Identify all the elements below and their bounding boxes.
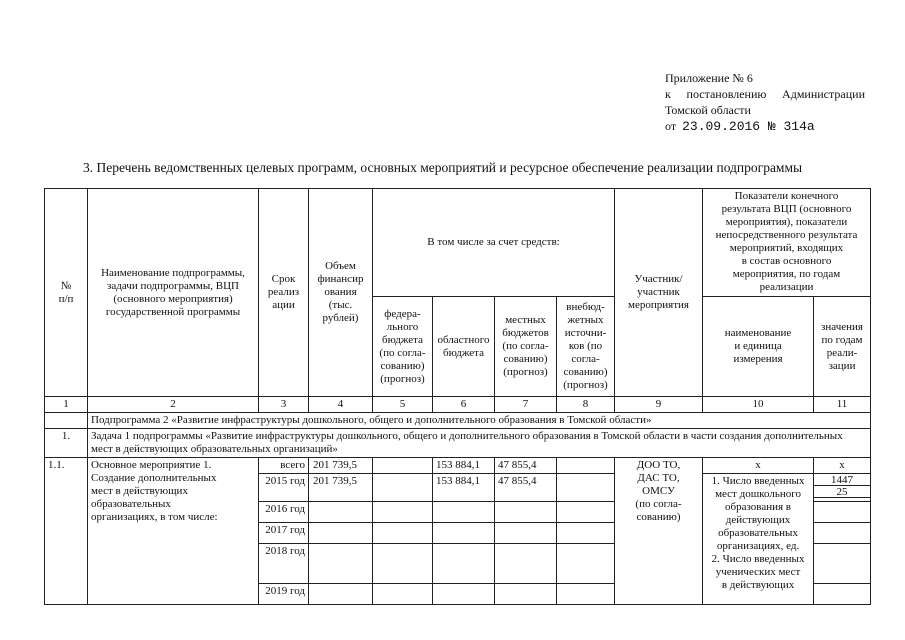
- local-cell: [495, 544, 557, 584]
- indicator-value: 25: [814, 486, 870, 498]
- col-number: 7: [495, 397, 557, 413]
- federal-cell: [373, 474, 433, 502]
- local-cell: [495, 584, 557, 605]
- indicator-description: 1. Число введенных мест дошкольного образования в действующих образовательных организациях, ед. 2. Число введенных ученических мест в действующих: [703, 474, 814, 605]
- volume-cell: [309, 523, 373, 544]
- appendix-to: к: [665, 87, 671, 101]
- indicator-value-empty: [814, 544, 871, 584]
- local-cell: [495, 502, 557, 523]
- federal-cell: [373, 523, 433, 544]
- volume-cell: 201 739,5: [309, 474, 373, 502]
- header-participant: Участник/ участник мероприятия: [615, 189, 703, 397]
- term-cell: 2016 год: [259, 502, 309, 523]
- col-number: 6: [433, 397, 495, 413]
- header-including: В том числе за счет средств:: [373, 189, 615, 297]
- appendix-resolution-line: [665, 86, 865, 102]
- subprogram-title: Подпрограмма 2 «Развитие инфраструктуры дошкольного, общего и дополнительного образования в Томской области»: [88, 413, 871, 429]
- col-number: 5: [373, 397, 433, 413]
- indicator-x-mark: x: [814, 458, 871, 474]
- extrabudget-cell: [557, 523, 615, 544]
- local-cell: [495, 523, 557, 544]
- header-federal: федера- льного бюджета (по согла- сованию) (прогноз): [373, 297, 433, 397]
- federal-cell: [373, 458, 433, 474]
- header-indicators: Показатели конечного результата ВЦП (основного мероприятия), показатели непосредственного результата мероприятий, входящих в состав основного мероприятия, по годам реализации: [703, 189, 871, 297]
- appendix-date-prefix: от: [665, 119, 677, 133]
- regional-cell: [433, 584, 495, 605]
- header-num: № п/п: [45, 189, 88, 397]
- regional-cell: 153 884,1: [433, 458, 495, 474]
- indicator-value-empty: [814, 523, 871, 544]
- local-cell: 47 855,4: [495, 474, 557, 502]
- volume-cell: 201 739,5: [309, 458, 373, 474]
- indicator-value-empty: [814, 502, 871, 523]
- regional-cell: 153 884,1: [433, 474, 495, 502]
- regional-cell: [433, 523, 495, 544]
- indicator-value: 1447: [814, 474, 870, 486]
- regional-cell: [433, 544, 495, 584]
- header-indicator-name: наименование и единица измерения: [703, 297, 814, 397]
- col-number: 1: [45, 397, 88, 413]
- col-number: 11: [814, 397, 871, 413]
- appendix-administration: Администрации: [782, 87, 865, 101]
- col-number: 8: [557, 397, 615, 413]
- volume-cell: [309, 502, 373, 523]
- task-title: Задача 1 подпрограммы «Развитие инфраструктуры дошкольного, общего и дополнительного образования в Томской области в части создания дополнительных мест в действующих образовательных организаций»: [88, 429, 871, 458]
- activity-title: Основное мероприятие 1. Создание дополнительных мест в действующих образовательных организациях, в том числе:: [88, 458, 259, 605]
- term-cell: всего: [259, 458, 309, 474]
- appendix-date-line: [665, 118, 875, 135]
- appendix-header: [665, 70, 875, 135]
- header-extrabudget: внебюд- жетных источни- ков (по согла- сованию) (прогноз): [557, 297, 615, 397]
- federal-cell: [373, 502, 433, 523]
- term-cell: 2015 год: [259, 474, 309, 502]
- extrabudget-cell: [557, 458, 615, 474]
- local-cell: 47 855,4: [495, 458, 557, 474]
- volume-cell: [309, 584, 373, 605]
- appendix-number: Приложение № 6: [665, 71, 753, 85]
- col-number: 10: [703, 397, 814, 413]
- indicator-x-mark: x: [703, 458, 814, 474]
- appendix-resolution: постановлению: [686, 87, 767, 101]
- section-title: 3. Перечень ведомственных целевых программ, основных мероприятий и ресурсное обеспечение реализации подпрограммы: [83, 160, 803, 175]
- extrabudget-cell: [557, 544, 615, 584]
- header-term: Срок реализ ации: [259, 189, 309, 397]
- col-number: 3: [259, 397, 309, 413]
- header-local: местных бюджетов (по согла- сованию) (прогноз): [495, 297, 557, 397]
- activity-num: 1.1.: [45, 458, 88, 605]
- extrabudget-cell: [557, 474, 615, 502]
- header-regional: областного бюджета: [433, 297, 495, 397]
- appendix-region: Томской области: [665, 103, 751, 117]
- extrabudget-cell: [557, 584, 615, 605]
- term-cell: 2019 год: [259, 584, 309, 605]
- volume-cell: [309, 544, 373, 584]
- task-num: 1.: [45, 429, 88, 458]
- header-volume: Объем финансир ования (тыс. рублей): [309, 189, 373, 397]
- col-number: 9: [615, 397, 703, 413]
- col-number: 4: [309, 397, 373, 413]
- header-name: Наименование подпрограммы, задачи подпрограммы, ВЦП (основного мероприятия) государственной программы: [88, 189, 259, 397]
- appendix-date: 23.09.2016 № 314а: [682, 119, 815, 134]
- indicator-value-empty: [814, 584, 871, 605]
- participant-cell: ДОО ТО, ДАС ТО, ОМСУ (по согла- сованию): [615, 458, 703, 605]
- programs-table: [44, 188, 871, 605]
- col-number: 2: [88, 397, 259, 413]
- term-cell: 2018 год: [259, 544, 309, 584]
- indicator-values-cell: [814, 474, 871, 502]
- federal-cell: [373, 544, 433, 584]
- term-cell: 2017 год: [259, 523, 309, 544]
- regional-cell: [433, 502, 495, 523]
- subprogram-num-cell: [45, 413, 88, 429]
- header-indicator-values: значения по годам реали- зации: [814, 297, 871, 397]
- federal-cell: [373, 584, 433, 605]
- extrabudget-cell: [557, 502, 615, 523]
